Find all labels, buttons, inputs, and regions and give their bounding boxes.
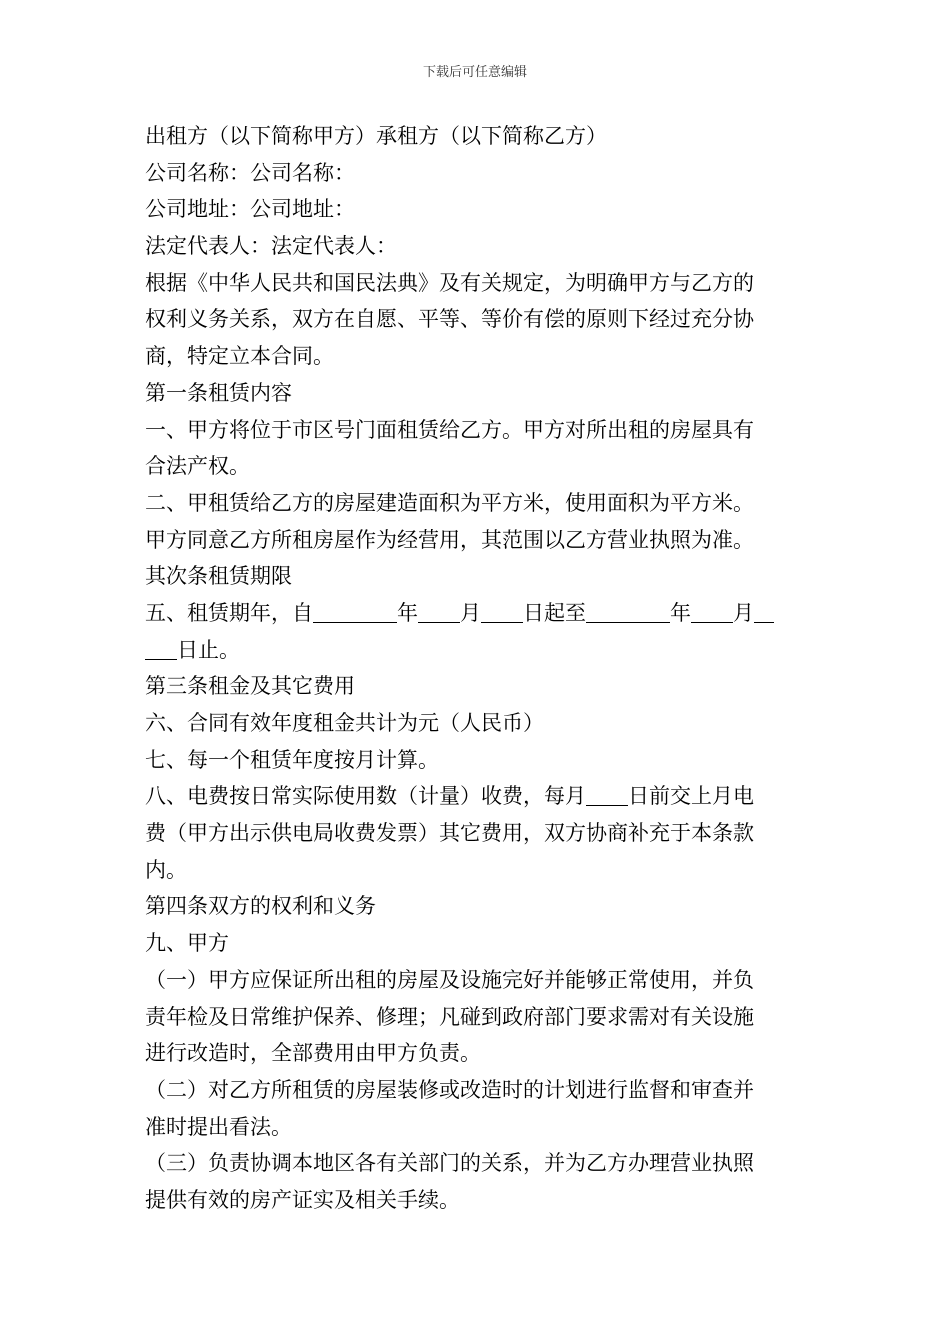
end-day-label: 日止。: [177, 637, 240, 662]
clause-1-line-1: 一、甲方将位于市区号门面租赁给乙方。甲方对所出租的房屋具有: [145, 417, 754, 442]
clause-8-text: 八、电费按日常实际使用数（计量）收费，每月: [145, 784, 586, 809]
article-2-heading: 其次条租赁期限: [145, 564, 292, 589]
item-1-line-3: 进行改造时，全部费用由甲方负责。: [145, 1041, 481, 1066]
end-year-blank: [586, 600, 670, 623]
payment-day-blank: [586, 783, 628, 806]
end-month-blank: [691, 600, 733, 623]
item-2-line-2: 准时提出看法。: [145, 1114, 292, 1139]
page-header: 下载后可任意编辑: [422, 65, 527, 80]
parties-line: 出租方（以下简称甲方）承租方（以下简称乙方）: [145, 124, 607, 148]
clause-5-text: 五、租赁期年，自: [145, 600, 313, 625]
article-3-heading: 第三条租金及其它费用: [145, 674, 355, 699]
start-day-blank: [481, 600, 523, 623]
legal-representative-line: 法定代表人：法定代表人：: [145, 234, 397, 259]
preamble-line-1: 根据《中华人民共和国民法典》及有关规定，为明确甲方与乙方的: [145, 270, 754, 295]
start-month-blank: [418, 600, 460, 623]
article-4-heading: 第四条双方的权利和义务: [145, 894, 376, 919]
day-until-label: 日起至: [523, 600, 586, 625]
clause-6-line: 六、合同有效年度租金共计为元（人民币）: [145, 711, 544, 735]
clause-7-line: 七、每一个租赁年度按月计算。: [145, 747, 439, 772]
end-month-label: 月: [733, 600, 754, 625]
clause-8-line-2: 费（甲方出示供电局收费发票）其它费用，双方协商补充于本条款: [145, 821, 754, 846]
start-year-blank: [313, 600, 397, 623]
item-3-line-1: （三）负责协调本地区各有关部门的关系，并为乙方办理营业执照: [145, 1151, 754, 1176]
clause-5-line-1: [145, 595, 813, 632]
month-label: 月: [460, 600, 481, 625]
item-2-line-1: （二）对乙方所租赁的房屋装修或改造时的计划进行监督和审查并: [145, 1077, 754, 1102]
preamble-line-3: 商，特定立本合同。: [145, 344, 334, 369]
clause-2-line-2: 甲方同意乙方所租房屋作为经营用，其范围以乙方营业执照为准。: [145, 527, 754, 552]
item-1-line-1: （一）甲方应保证所出租的房屋及设施完好并能够正常使用，并负: [145, 967, 754, 992]
item-3-line-2: 提供有效的房产证实及相关手续。: [145, 1187, 460, 1212]
company-name-line: 公司名称：公司名称：: [145, 160, 355, 185]
end-day-blank-part-1: [754, 600, 774, 623]
company-address-line: 公司地址：公司地址：: [145, 197, 355, 222]
preamble-line-2: 权利义务关系，双方在自愿、平等、等价有偿的原则下经过充分协: [145, 307, 754, 332]
clause-8-text-cont: 日前交上月电: [628, 784, 754, 809]
clause-2-line-1: 二、甲租赁给乙方的房屋建造面积为平方米，使用面积为平方米。: [145, 490, 754, 515]
end-day-blank-part-2: [145, 637, 177, 660]
clause-1-line-2: 合法产权。: [145, 454, 250, 479]
clause-9-heading: 九、甲方: [145, 931, 229, 956]
clause-8-line-1: [145, 778, 813, 815]
year-label: 年: [397, 600, 418, 625]
clause-5-line-2: [145, 632, 813, 669]
end-year-label: 年: [670, 600, 691, 625]
article-1-heading: 第一条租赁内容: [145, 380, 292, 405]
document-body: [145, 118, 813, 1219]
clause-8-line-3: 内。: [145, 857, 187, 882]
item-1-line-2: 责年检及日常维护保养、修理；凡碰到政府部门要求需对有关设施: [145, 1004, 754, 1029]
